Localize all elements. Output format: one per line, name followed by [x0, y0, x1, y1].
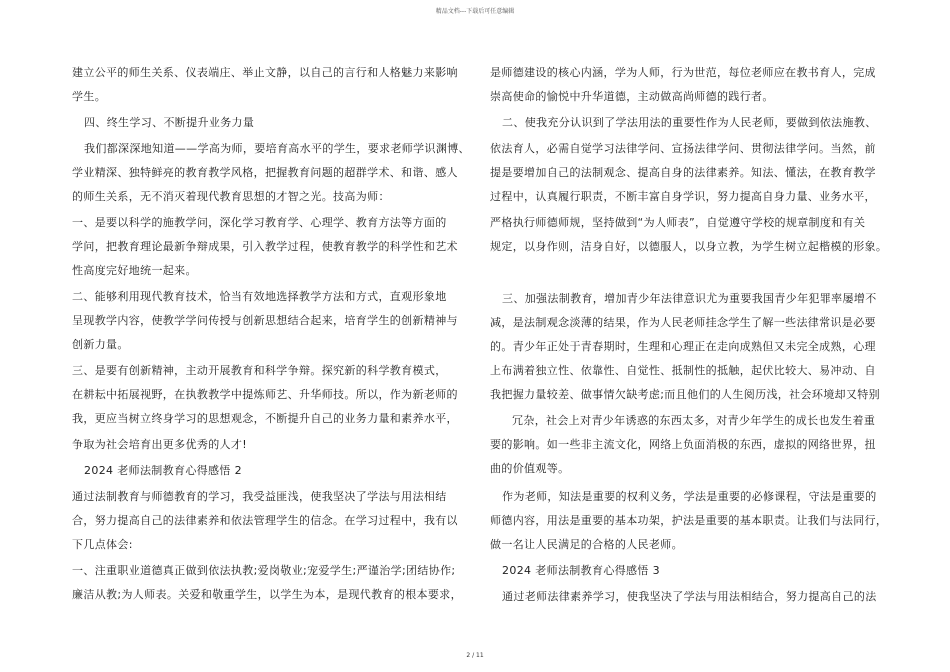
- right-line-1: 是师德建设的核心内涵，学为人师，行为世范，每位老师应在教书育人，完成: [490, 66, 876, 79]
- left-line-8: 学问，把教育理论最新争辩成果，引入教学过程，使教育教学的科学性和艺术: [72, 240, 458, 253]
- left-line-14: 在耕耘中拓展视野，在执教教学中提炼师艺、升华师技。所以，作为新老师的: [72, 388, 458, 401]
- left-line-4: 我们都深深地知道——学高为师，要培育高水平的学生，要求老师学识渊博、: [84, 142, 470, 155]
- left-line-7: 一、是要以科学的施教学问，深化学习教育学、心理学、教育方法等方面的: [72, 216, 447, 229]
- left-line-15: 我，更应当树立终身学习的思想观念，不断提升自己的业务力量和素养水平，: [72, 412, 458, 425]
- left-section-heading-2: 2024 老师法制教育心得感悟 2: [84, 464, 242, 477]
- left-line-21: 一、注重职业道德真正做到依法执教;爱岗敬业;宠爱学生;严谨治学;团结协作;: [72, 564, 456, 577]
- left-line-20: 下几点体会:: [72, 538, 133, 551]
- right-line-13: 我把握力量较差、做事情欠缺考虑;而且他们的人生阅历浅，社会环境却又特别: [490, 388, 880, 401]
- right-line-15: 要的影响。如一些非主流文化，网络上负面消极的东西，虚拟的网络世界，扭: [490, 438, 876, 451]
- left-line-12: 创新力量。: [72, 338, 129, 351]
- right-line-2: 崇高使命的愉悦中升华道德，主动做高尚师德的践行者。: [490, 90, 774, 103]
- right-line-5: 提是要增加自己的法制观念、提高自身的法律素养。知法、懂法，在教育教学: [490, 166, 876, 179]
- right-line-16: 曲的价值观等。: [490, 462, 570, 475]
- left-line-2: 学生。: [72, 90, 107, 103]
- right-line-7: 严格执行师德师规，坚持做到“为人师表”，自觉遵守学校的规章制度和有关: [490, 216, 866, 229]
- right-line-6: 过程中，认真履行职责，不断丰富自身学识，努力提高自身力量、业务水平，: [490, 190, 876, 203]
- right-line-11: 的。青少年正处于青春期时，生理和心理正在走向成熟但又未完全成熟，心理: [490, 340, 876, 353]
- left-line-13: 三、是要有创新精神，主动开展教育和科学争辩。探究新的科学教育模式，: [72, 364, 447, 377]
- right-line-8: 规定，以身作则，洁身自好，以德服人，以身立教，为学生树立起楷模的形象。: [490, 240, 888, 253]
- right-line-21: 通过老师法律素养学习，使我坚决了学法与用法相结合，努力提高自己的法: [502, 590, 877, 603]
- right-line-9: 三、加强法制教育，增加青少年法律意识尤为重要我国青少年犯罪率屡增不: [502, 292, 877, 305]
- right-line-14: 冗杂，社会上对青少年诱惑的东西太多，对青少年学生的成长也发生着重: [512, 414, 876, 427]
- right-line-10: 减，是法制观念淡薄的结果，作为人民老师挂念学生了解一些法律常识是必要: [490, 316, 876, 329]
- left-line-16: 争取为社会培育出更多优秀的人才!: [72, 438, 248, 451]
- right-line-17: 作为老师，知法是重要的权利义务，学法是重要的必修课程，守法是重要的: [502, 490, 877, 503]
- left-heading-4: 四、终生学习、不断提升业务力量: [84, 116, 255, 129]
- left-line-10: 二、能够利用现代教育技术，恰当有效地选择教学方法和方式，直观形象地: [72, 290, 447, 303]
- page-number: 2 / 11: [466, 652, 484, 659]
- left-line-19: 合，努力提高自己的法律素养和依法管理学生的信念。在学习过程中，我有以: [72, 514, 458, 527]
- left-line-18: 通过法制教育与师德教育的学习，我受益匪浅，使我坚决了学法与用法相结: [72, 490, 447, 503]
- left-line-5: 学业精深、独特鲜亮的教育教学风格，把握教育问题的超群学术、和谐、感人: [72, 166, 458, 179]
- right-line-4: 依法育人，必需自觉学习法律学问、宣扬法律学问、贯彻法律学问。当然，前: [490, 142, 876, 155]
- right-line-18: 师德内容，用法是重要的基本功架，护法是重要的基本职责。让我们与法同行，: [490, 514, 888, 527]
- left-line-9: 性高度完好地统一起来。: [72, 264, 197, 277]
- right-section-heading-3: 2024 老师法制教育心得感悟 3: [502, 564, 660, 577]
- page-header: 精品文档---下载后可任意编辑: [435, 8, 515, 15]
- right-line-3: 二、使我充分认识到了学法用法的重要性作为人民老师，要做到依法施教、: [502, 116, 877, 129]
- left-line-1: 建立公平的师生关系、仪表端庄、举止文静，以自己的言行和人格魅力来影响: [72, 66, 458, 79]
- left-line-11: 呈现教学内容，使教学学问传授与创新思想结合起来，培育学生的创新精神与: [72, 314, 458, 327]
- right-line-12: 上布满着独立性、依靠性、自觉性、抵制性的抵触，起伏比较大、易冲动、自: [490, 364, 876, 377]
- left-line-22: 廉洁从教;为人师表。关爱和敬重学生，以学生为本，是现代教育的根本要求，: [72, 588, 462, 601]
- right-line-19: 做一名让人民满足的合格的人民老师。: [490, 538, 683, 551]
- left-line-6: 的师生关系，无不消灭着现代教育思想的才智之光。技高为师：: [72, 190, 390, 203]
